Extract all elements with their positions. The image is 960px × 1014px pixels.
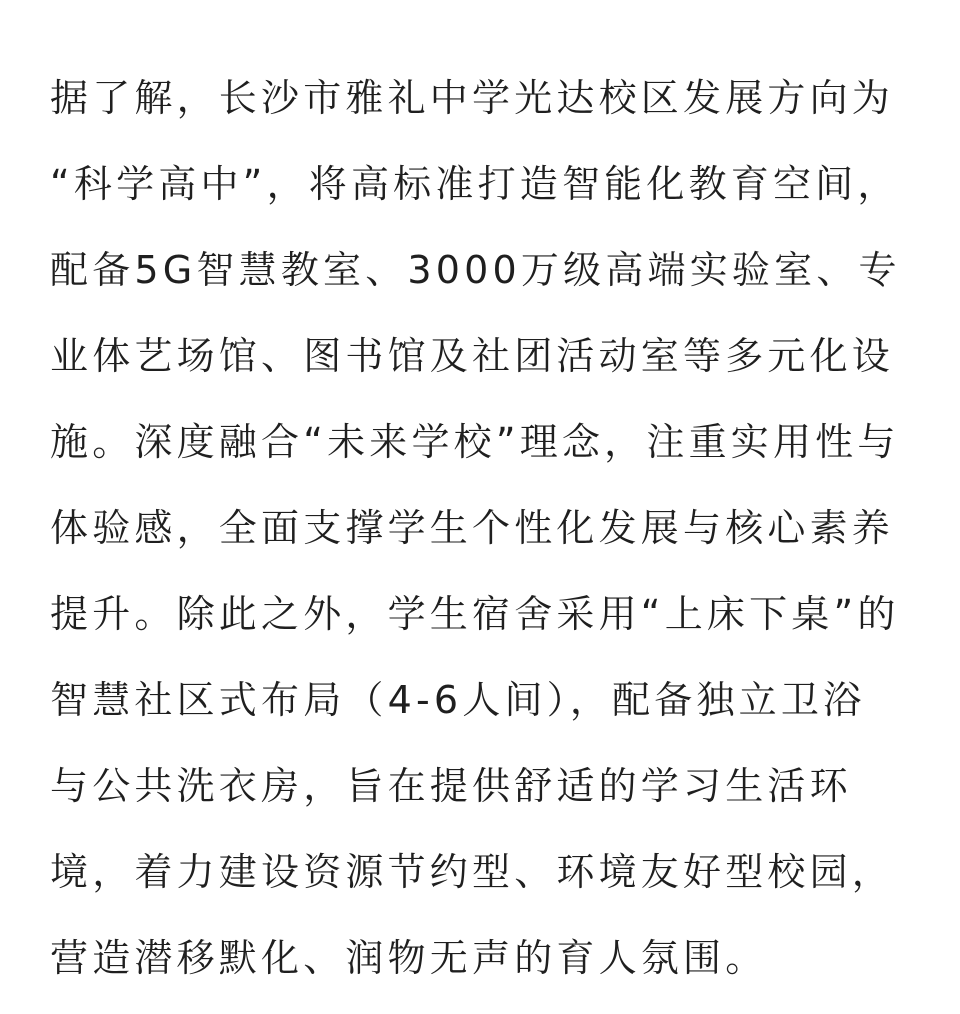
text-line-5: 施。深度融合“未来学校”理念，注重实用性与 bbox=[50, 420, 900, 464]
text-line-2: “科学高中”，将高标准打造智能化教育空间， bbox=[50, 162, 900, 206]
article-body bbox=[50, 55, 920, 1001]
text-line-4: 业体艺场馆、图书馆及社团活动室等多元化设 bbox=[50, 334, 895, 378]
text-line-1: 据了解，长沙市雅礼中学光达校区发展方向为 bbox=[50, 76, 895, 120]
text-line-8: 智慧社区式布局（4-6人间），配备独立卫浴 bbox=[50, 678, 866, 722]
text-line-11: 营造潜移默化、润物无声的育人氛围。 bbox=[50, 936, 768, 980]
text-line-3: 配备5G智慧教室、3000万级高端实验室、专 bbox=[50, 248, 901, 292]
text-line-9: 与公共洗衣房，旨在提供舒适的学习生活环 bbox=[50, 764, 852, 808]
text-line-10: 境，着力建设资源节约型、环境友好型校园， bbox=[50, 850, 895, 894]
text-line-7: 提升。除此之外，学生宿舍采用“上床下桌”的 bbox=[50, 592, 900, 636]
text-line-6: 体验感，全面支撑学生个性化发展与核心素养 bbox=[50, 506, 895, 550]
